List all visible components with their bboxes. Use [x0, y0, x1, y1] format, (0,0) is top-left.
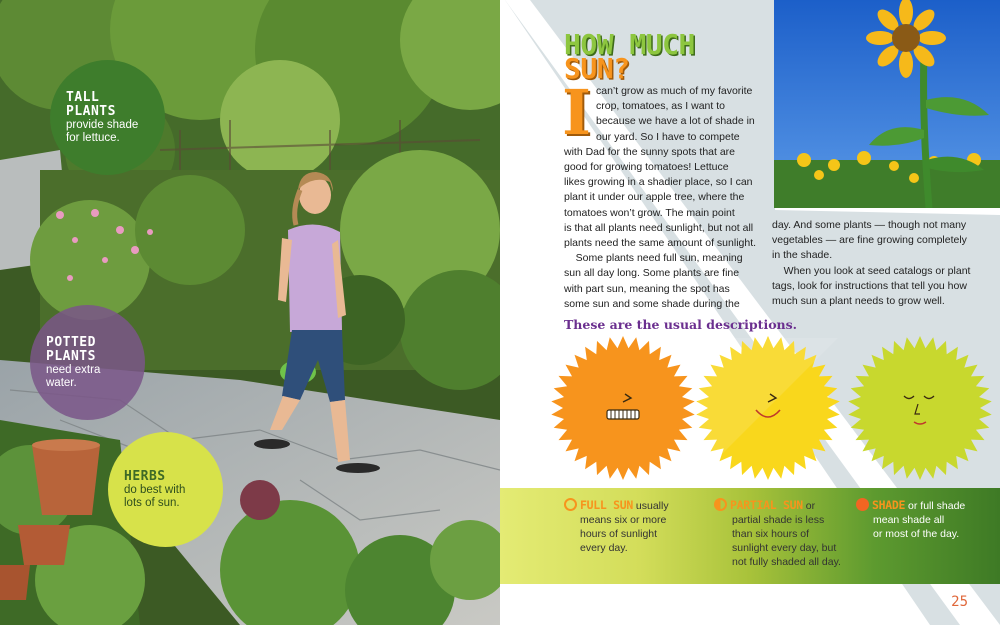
- description-text: partial shade is less: [732, 514, 825, 526]
- description-text: not fully shaded all day.: [732, 556, 841, 568]
- page-title-line2: SUN?: [564, 52, 630, 85]
- body-line: sun all day long. Some plants are fine: [564, 267, 740, 280]
- partial-sun-circle-icon: [714, 498, 727, 511]
- partial-sun-icon: [696, 336, 839, 480]
- full-sun-description: [564, 498, 669, 555]
- body-line: is that all plants need sunlight, but not all: [564, 221, 754, 234]
- body-line: day. And some plants — though not many: [772, 219, 967, 231]
- shade-term: SHADE: [872, 498, 906, 512]
- bubble-text: lots of sun.: [124, 496, 180, 509]
- full-sun-circle-icon: [564, 498, 577, 511]
- tall-plants-bubble: [50, 60, 165, 175]
- body-line: Some plants need full sun, meaning: [564, 252, 743, 265]
- description-text: than six hours of: [732, 528, 810, 540]
- herbs-bubble: [108, 432, 223, 547]
- description-text: mean shade all: [873, 514, 945, 526]
- body-line: When you look at seed catalogs or plant: [772, 264, 971, 277]
- description-text: or: [802, 500, 816, 512]
- body-line: with Dad for the sunny spots that are: [564, 145, 736, 158]
- body-line: good for growing tomatoes! Lettuce: [564, 161, 729, 174]
- bubble-text: do best with: [124, 483, 186, 496]
- description-text: every day.: [580, 542, 628, 554]
- body-line: tomatoes won’t grow. The main point: [564, 206, 735, 219]
- sun-illustrations: [500, 330, 1000, 490]
- body-line: some sun and some shade during the: [564, 297, 740, 310]
- bubble-text: water.: [46, 376, 77, 389]
- body-line: in the shade.: [772, 249, 833, 262]
- body-line: with part sun, meaning the spot has: [564, 282, 730, 295]
- partial-sun-term: PARTIAL SUN: [730, 498, 803, 512]
- shade-circle-icon: [856, 498, 869, 511]
- shade-sun-icon: [848, 336, 991, 480]
- bubble-title: PLANTS: [66, 103, 116, 119]
- shade-description: [856, 498, 965, 541]
- body-column-1: [562, 76, 774, 312]
- usual-descriptions-heading: These are the usual descriptions.: [564, 317, 798, 332]
- bubble-title: HERBS: [124, 468, 166, 484]
- body-line: plant it under our apple tree, where the: [564, 191, 745, 204]
- description-text: or most of the day.: [873, 528, 960, 540]
- right-page: [500, 0, 1000, 625]
- bubble-text: need extra: [46, 363, 101, 376]
- description-text: usually: [633, 500, 669, 512]
- body-column-2: [772, 218, 982, 309]
- sunflower-photo: [774, 0, 1000, 208]
- page-number: 25: [951, 594, 968, 610]
- description-text: or full shade: [905, 500, 966, 512]
- body-line: crop, tomatoes, as I want to: [596, 100, 725, 113]
- drop-cap-letter: I: [562, 76, 592, 149]
- full-sun-icon: [551, 336, 694, 480]
- body-line: plants need the same amount of sunlight.: [564, 237, 757, 250]
- bubble-title: PLANTS: [46, 348, 96, 364]
- description-text: sunlight every day, but: [732, 542, 837, 554]
- bubble-title: POTTED: [46, 334, 96, 350]
- body-line: likes growing in a shadier place, so I can: [564, 176, 753, 189]
- body-line: vegetables — are fine growing completely: [772, 234, 967, 247]
- potted-plants-bubble: [30, 305, 145, 420]
- sunflower-illustration: [774, 0, 1000, 208]
- description-text: means six or more: [580, 514, 667, 526]
- full-sun-term: FULL SUN: [580, 498, 633, 512]
- description-text: hours of sunlight: [580, 528, 658, 540]
- bubble-text: provide shade: [66, 118, 139, 131]
- body-line: can’t grow as much of my favorite: [596, 85, 753, 97]
- partial-sun-description: [714, 498, 841, 569]
- body-line: because we have a lot of shade in: [596, 115, 755, 128]
- bubble-title: TALL: [66, 89, 100, 105]
- body-line: much sun a plant needs to grow well.: [772, 295, 945, 308]
- body-line: our yard. So I have to compete: [596, 130, 740, 143]
- body-line: tags, look for instructions that tell you how: [772, 279, 967, 292]
- page-title-line1: HOW MUCH: [564, 28, 695, 61]
- sun-descriptions-band: [500, 488, 1000, 584]
- bubble-text: for lettuce.: [66, 131, 120, 144]
